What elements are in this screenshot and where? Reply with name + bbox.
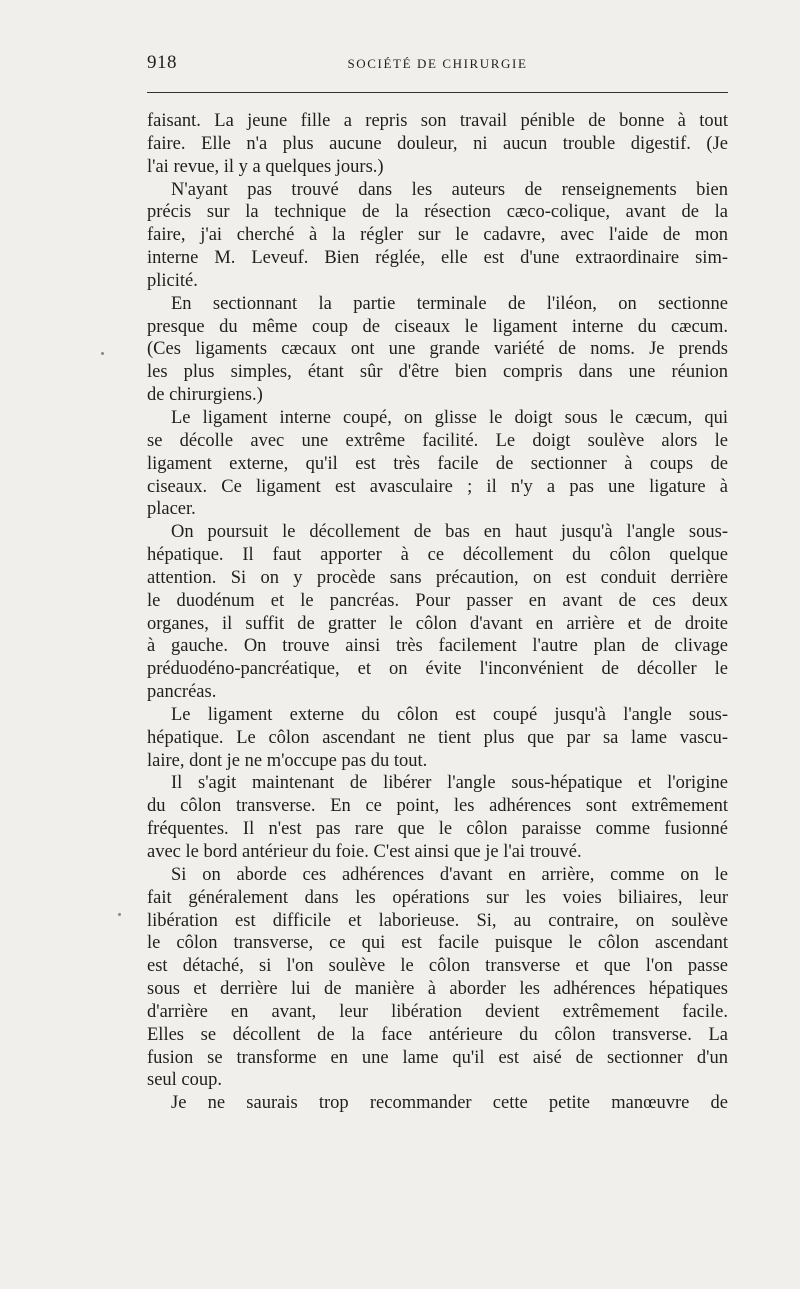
text-line: faisant. La jeune fille a repris son travail pénible de bonne à tout bbox=[147, 111, 728, 131]
text-line: attention. Si on y procède sans précaution, on est conduit derrière bbox=[147, 567, 728, 588]
text-line: Il s'agit maintenant de libérer l'angle sous-hépatique et l'origine bbox=[171, 773, 728, 794]
text-line: laire, dont je ne m'occupe pas du tout. bbox=[147, 750, 428, 771]
text-line: En sectionnant la partie terminale de l'iléon, on sectionne bbox=[171, 293, 728, 314]
text-line: faire, j'ai cherché à la régler sur le cadavre, avec l'aide de mon bbox=[147, 225, 728, 246]
text-line: N'ayant pas trouvé dans les auteurs de renseignements bien bbox=[171, 179, 728, 200]
text-line: Le ligament interne coupé, on glisse le doigt sous le cæcum, qui bbox=[171, 407, 728, 428]
text-line: d'arrière en avant, leur libération devient extrêmement facile. bbox=[147, 1001, 728, 1022]
text-line: se décolle avec une extrême facilité. Le doigt soulève alors le bbox=[147, 430, 728, 451]
text-line: faire. Elle n'a plus aucune douleur, ni aucun trouble digestif. (Je bbox=[147, 133, 728, 154]
text-line: On poursuit le décollement de bas en haut jusqu'à l'angle sous- bbox=[171, 522, 728, 543]
text-line: préduodéno-pancréatique, et on évite l'inconvénient de décoller le bbox=[147, 659, 728, 680]
text-line: avec le bord antérieur du foie. C'est ainsi que je l'ai trouvé. bbox=[147, 842, 582, 862]
text-line: hépatique. Le côlon ascendant ne tient plus que par sa lame vascu- bbox=[147, 727, 728, 748]
text-line: ciseaux. Ce ligament est avasculaire ; il n'y a pas une ligature à bbox=[147, 476, 728, 497]
text-line: plicité. bbox=[147, 270, 198, 291]
text-line: (Ces ligaments cæcaux ont une grande variété de noms. Je prends bbox=[147, 339, 728, 360]
text-line: fréquentes. Il n'est pas rare que le côlon paraisse comme fusionné bbox=[147, 819, 728, 840]
print-speck bbox=[101, 352, 104, 355]
page-number: 918 bbox=[147, 52, 177, 73]
text-line: est détaché, si l'on soulève le côlon transverse et que l'on passe bbox=[147, 956, 728, 977]
text-line: hépatique. Il faut apporter à ce décollement du côlon quelque bbox=[147, 545, 728, 566]
text-line: seul coup. bbox=[147, 1070, 223, 1091]
page-header bbox=[147, 52, 728, 80]
text-line: placer. bbox=[147, 499, 196, 520]
text-line: Elles se décollent de la face antérieure du côlon transverse. La bbox=[147, 1024, 728, 1045]
text-line: fait généralement dans les opérations sur les voies biliaires, leur bbox=[147, 887, 728, 908]
text-line: du côlon transverse. En ce point, les adhérences sont extrêmement bbox=[147, 796, 728, 817]
text-line: le duodénum et le pancréas. Pour passer en avant de ces deux bbox=[147, 590, 728, 611]
text-line: presque du même coup de ciseaux le ligament interne du cæcum. bbox=[147, 316, 728, 337]
text-line: Le ligament externe du côlon est coupé jusqu'à l'angle sous- bbox=[171, 704, 728, 725]
text-line: interne M. Leveuf. Bien réglée, elle est d'une extraordinaire sim- bbox=[147, 248, 728, 269]
header-rule bbox=[147, 92, 728, 93]
text-line: l'ai revue, il y a quelques jours.) bbox=[147, 156, 384, 177]
text-line: sous et derrière lui de manière à aborder les adhérences hépatiques bbox=[147, 979, 728, 1000]
running-head: SOCIÉTÉ DE CHIRURGIE bbox=[347, 56, 528, 71]
body-text bbox=[147, 110, 728, 1115]
text-line: pancréas. bbox=[147, 682, 217, 703]
text-line: libération est difficile et laborieuse. Si, au contraire, on soulève bbox=[147, 910, 728, 931]
print-speck bbox=[118, 913, 121, 916]
text-line: Je ne saurais trop recommander cette petite manœuvre de bbox=[171, 1093, 728, 1114]
text-line: de chirurgiens.) bbox=[147, 385, 263, 406]
text-line: le côlon transverse, ce qui est facile puisque le côlon ascendant bbox=[147, 933, 728, 954]
text-line: à gauche. On trouve ainsi très facilement l'autre plan de clivage bbox=[147, 636, 728, 657]
text-line: précis sur la technique de la résection cæco-colique, avant de la bbox=[147, 202, 728, 223]
text-line: Si on aborde ces adhérences d'avant en arrière, comme on le bbox=[171, 864, 728, 885]
text-line: ligament externe, qu'il est très facile de sectionner à coups de bbox=[147, 453, 728, 474]
text-line: les plus simples, étant sûr d'être bien compris dans une réunion bbox=[147, 362, 728, 383]
text-line: organes, il suffit de gratter le côlon d'avant en arrière et de droite bbox=[147, 613, 728, 634]
text-line: fusion se transforme en une lame qu'il est aisé de sectionner d'un bbox=[147, 1047, 728, 1068]
